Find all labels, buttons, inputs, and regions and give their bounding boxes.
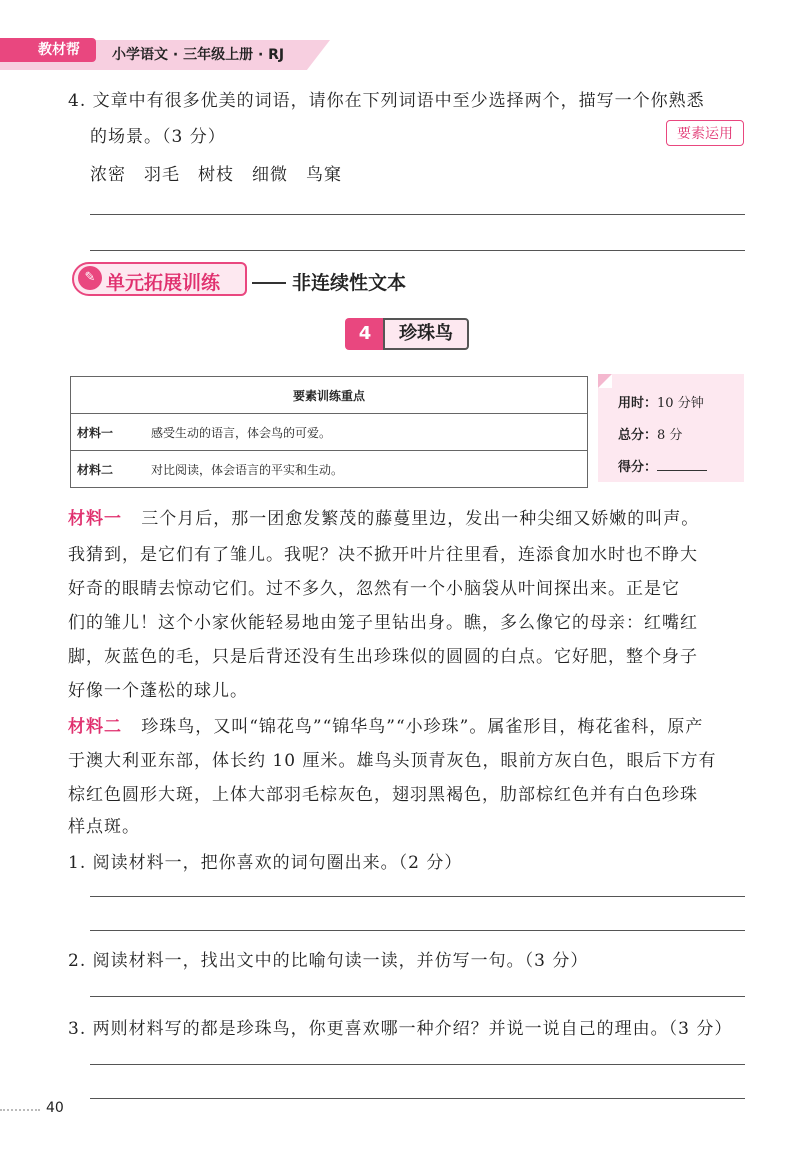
answer-line[interactable] xyxy=(90,1098,745,1099)
answer-line[interactable] xyxy=(90,930,745,931)
row-label: 材料二 xyxy=(77,462,114,477)
score-blank[interactable] xyxy=(657,458,707,471)
material2-line xyxy=(68,712,703,737)
row-text: 感受生动的语言，体会鸟的可爱。 xyxy=(145,414,588,451)
material2-text: 珍珠鸟，又叫“锦花鸟”“锦华鸟”“小珍珠”。属雀形目，梅花雀科，原产 xyxy=(141,717,704,737)
question-1: 1. 阅读材料一，把你喜欢的词句圈出来。（2 分） xyxy=(68,853,463,873)
total-value: 8 分 xyxy=(657,428,683,443)
q4-line1: 4. 文章中有很多优美的词语，请你在下列词语中至少选择两个，描写一个你熟悉 xyxy=(68,91,705,111)
table-row xyxy=(71,377,588,414)
material2-line: 样点斑。 xyxy=(68,817,140,837)
skill-badge: 要素运用 xyxy=(666,120,744,146)
answer-line[interactable] xyxy=(90,1064,745,1065)
answer-line[interactable] xyxy=(90,214,745,215)
lesson-number: 4 xyxy=(345,318,385,350)
score-label: 得分： xyxy=(618,460,658,475)
pencil-icon: ✎ xyxy=(78,266,102,290)
time-label: 用时： xyxy=(618,396,658,411)
score-row xyxy=(618,456,707,475)
table-row xyxy=(71,451,588,488)
answer-line[interactable] xyxy=(90,896,745,897)
material1-label: 材料一 xyxy=(68,509,122,529)
page-number-rule xyxy=(0,1109,40,1111)
material1-line: 好像一个蓬松的球儿。 xyxy=(68,681,248,701)
question-2: 2. 阅读材料一，找出文中的比喻句读一读，并仿写一句。（3 分） xyxy=(68,951,589,971)
material2-label: 材料二 xyxy=(68,717,122,737)
time-value: 10 分钟 xyxy=(657,396,704,411)
material1-text: 三个月后，那一团愈发繁茂的藤蔓里边，发出一种尖细又娇嫩的叫声。 xyxy=(141,509,700,529)
page-number: 40 xyxy=(46,1100,64,1116)
material1-line: 们的雏儿！这个小家伙能轻易地由笼子里钻出身。瞧，多么像它的母亲：红嘴红 xyxy=(68,613,698,633)
table-row xyxy=(71,414,588,451)
answer-line[interactable] xyxy=(90,996,745,997)
table-header: 要素训练重点 xyxy=(71,377,588,414)
q4-words: 浓密 羽毛 树枝 细微 鸟窠 xyxy=(90,165,342,185)
card-fold xyxy=(598,374,612,388)
time-row xyxy=(618,392,704,411)
material2-line: 棕红色圆形大斑，上体大部羽毛棕灰色，翅羽黑褐色，肋部棕红色并有白色珍珠 xyxy=(68,785,698,805)
material1-line xyxy=(68,504,699,529)
row-text: 对比阅读，体会语言的平实和生动。 xyxy=(145,451,588,488)
focus-table xyxy=(70,376,588,488)
row-label: 材料一 xyxy=(77,425,114,440)
material1-line: 好奇的眼睛去惊动它们。过不多久，忽然有一个小脑袋从叶间探出来。正是它 xyxy=(68,579,680,599)
material1-line: 脚，灰蓝色的毛，只是后背还没有生出珍珠似的圆圆的白点。它好肥，整个身子 xyxy=(68,647,698,667)
q4-line2: 的场景。（3 分） xyxy=(90,127,226,147)
lesson-title: 珍珠鸟 xyxy=(383,318,469,350)
total-label: 总分： xyxy=(618,428,658,443)
material2-line: 于澳大利亚东部，体长约 10 厘米。雄鸟头顶青灰色，眼前方灰白色，眼后下方有 xyxy=(68,751,717,771)
material1-line: 我猜到，是它们有了雏儿。我呢？决不掀开叶片往里看，连添食加水时也不睁大 xyxy=(68,545,698,565)
header-title: 小学语文 · 三年级上册 · RJ xyxy=(112,47,285,63)
total-row xyxy=(618,424,682,443)
section-subtitle: 非连续性文本 xyxy=(292,272,407,294)
header-tag: 教材帮 xyxy=(0,38,96,62)
section-dash xyxy=(252,282,286,284)
question-3: 3. 两则材料写的都是珍珠鸟，你更喜欢哪一种介绍？并说一说自己的理由。（3 分） xyxy=(68,1019,733,1039)
section-label: 单元拓展训练 xyxy=(106,272,221,294)
answer-line[interactable] xyxy=(90,250,745,251)
